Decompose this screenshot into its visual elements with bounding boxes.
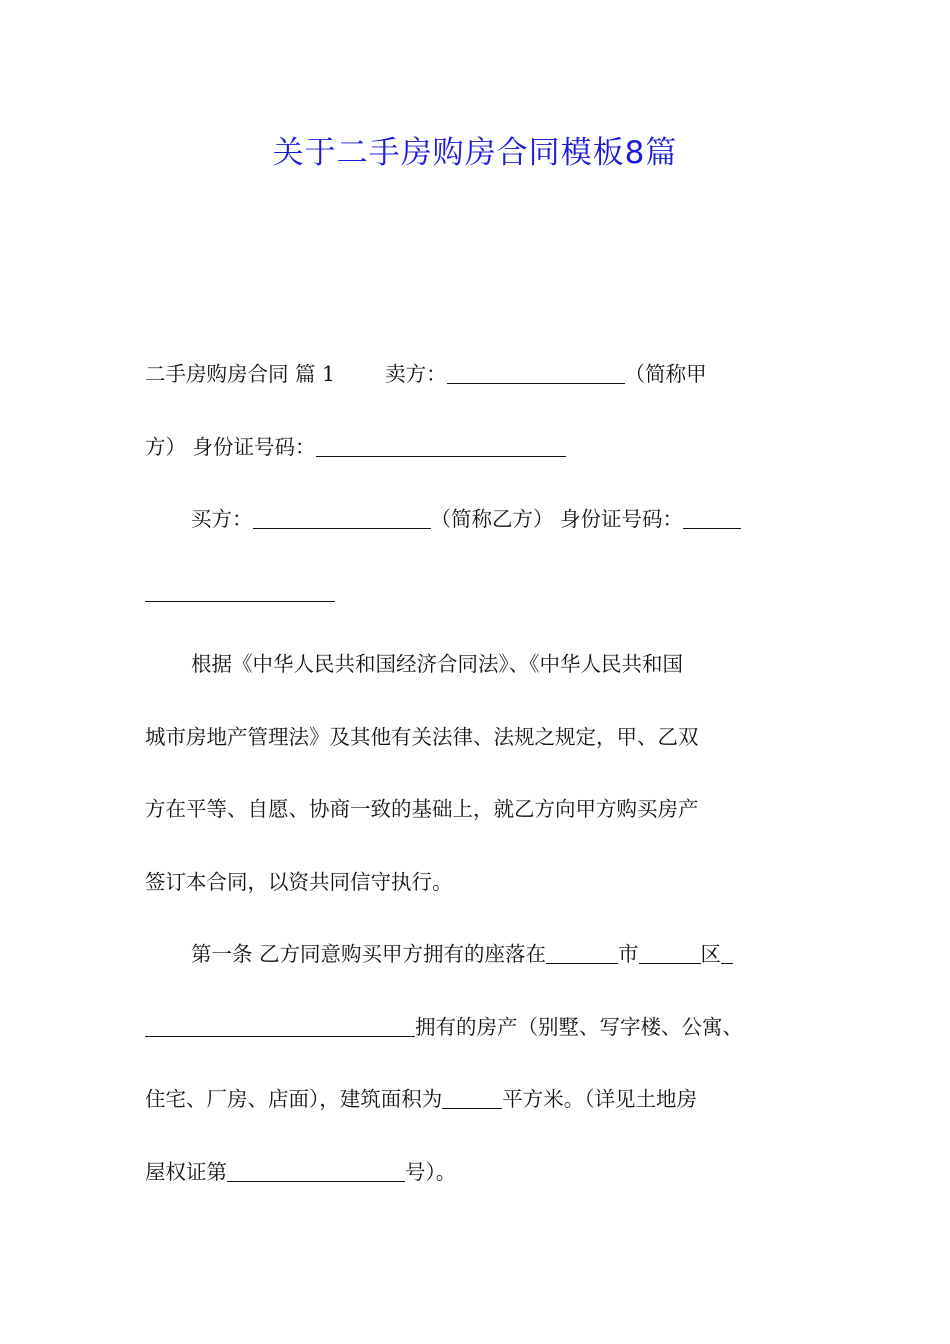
seller-id-blank — [316, 435, 566, 457]
buyer-label: 买方： — [191, 507, 253, 531]
buyer-alias-id-label: （简称乙方） 身份证号码： — [430, 507, 684, 531]
article-1-line — [145, 1063, 807, 1136]
paragraph-line — [145, 846, 807, 919]
paragraph-text: 签订本合同，以资共同信守执行。 — [145, 869, 453, 894]
seller-id-line — [145, 411, 807, 484]
city-blank — [546, 943, 618, 965]
article-1-line — [145, 991, 807, 1064]
header-line-seller — [145, 338, 807, 411]
buyer-line — [145, 483, 807, 556]
paragraph-text: 根据《中华人民共和国经济合同法》、《中华人民共和国 — [191, 652, 683, 676]
article-1-line — [145, 1136, 807, 1209]
paragraph-line — [145, 701, 807, 774]
area-blank — [442, 1088, 502, 1110]
article-text: 号）。 — [405, 1159, 457, 1184]
contract-heading: 二手房购房合同 篇 1 — [145, 362, 336, 386]
article-text: 拥有的房产（别墅、写字楼、公寓、 — [415, 1014, 743, 1039]
district-label: 区 — [700, 942, 722, 966]
contract-body — [145, 338, 807, 1208]
seller-label: 卖方： — [385, 362, 447, 386]
seller-id-label: 方） 身份证号码： — [145, 434, 316, 459]
article-text: 第一条 乙方同意购买甲方拥有的座落在 — [191, 942, 547, 966]
buyer-blank — [253, 508, 431, 530]
article-text: 平方米。（详见土地房 — [502, 1087, 697, 1111]
seller-alias: （简称甲 — [624, 362, 707, 386]
certificate-number-blank — [227, 1160, 405, 1182]
location-blank-start — [721, 943, 733, 965]
buyer-id-continuation — [145, 556, 807, 629]
paragraph-text: 方在平等、自愿、协商一致的基础上，就乙方向甲方购买房产 — [145, 797, 699, 821]
paragraph-line — [145, 628, 807, 701]
document-title: 关于二手房购房合同模板8篇 — [272, 135, 678, 171]
location-blank-end — [145, 1015, 415, 1037]
buyer-id-blank-end — [145, 580, 335, 602]
paragraph-text: 城市房地产管理法》及其他有关法律、法规之规定，甲、乙双 — [145, 724, 699, 749]
buyer-id-blank-start — [683, 508, 741, 530]
article-text: 住宅、厂房、店面），建筑面积为 — [145, 1087, 443, 1111]
seller-blank — [447, 363, 625, 385]
article-1-line — [145, 918, 807, 991]
district-blank — [639, 943, 701, 965]
article-text: 屋权证第 — [145, 1159, 227, 1184]
city-label: 市 — [618, 942, 639, 966]
paragraph-line — [145, 773, 807, 846]
